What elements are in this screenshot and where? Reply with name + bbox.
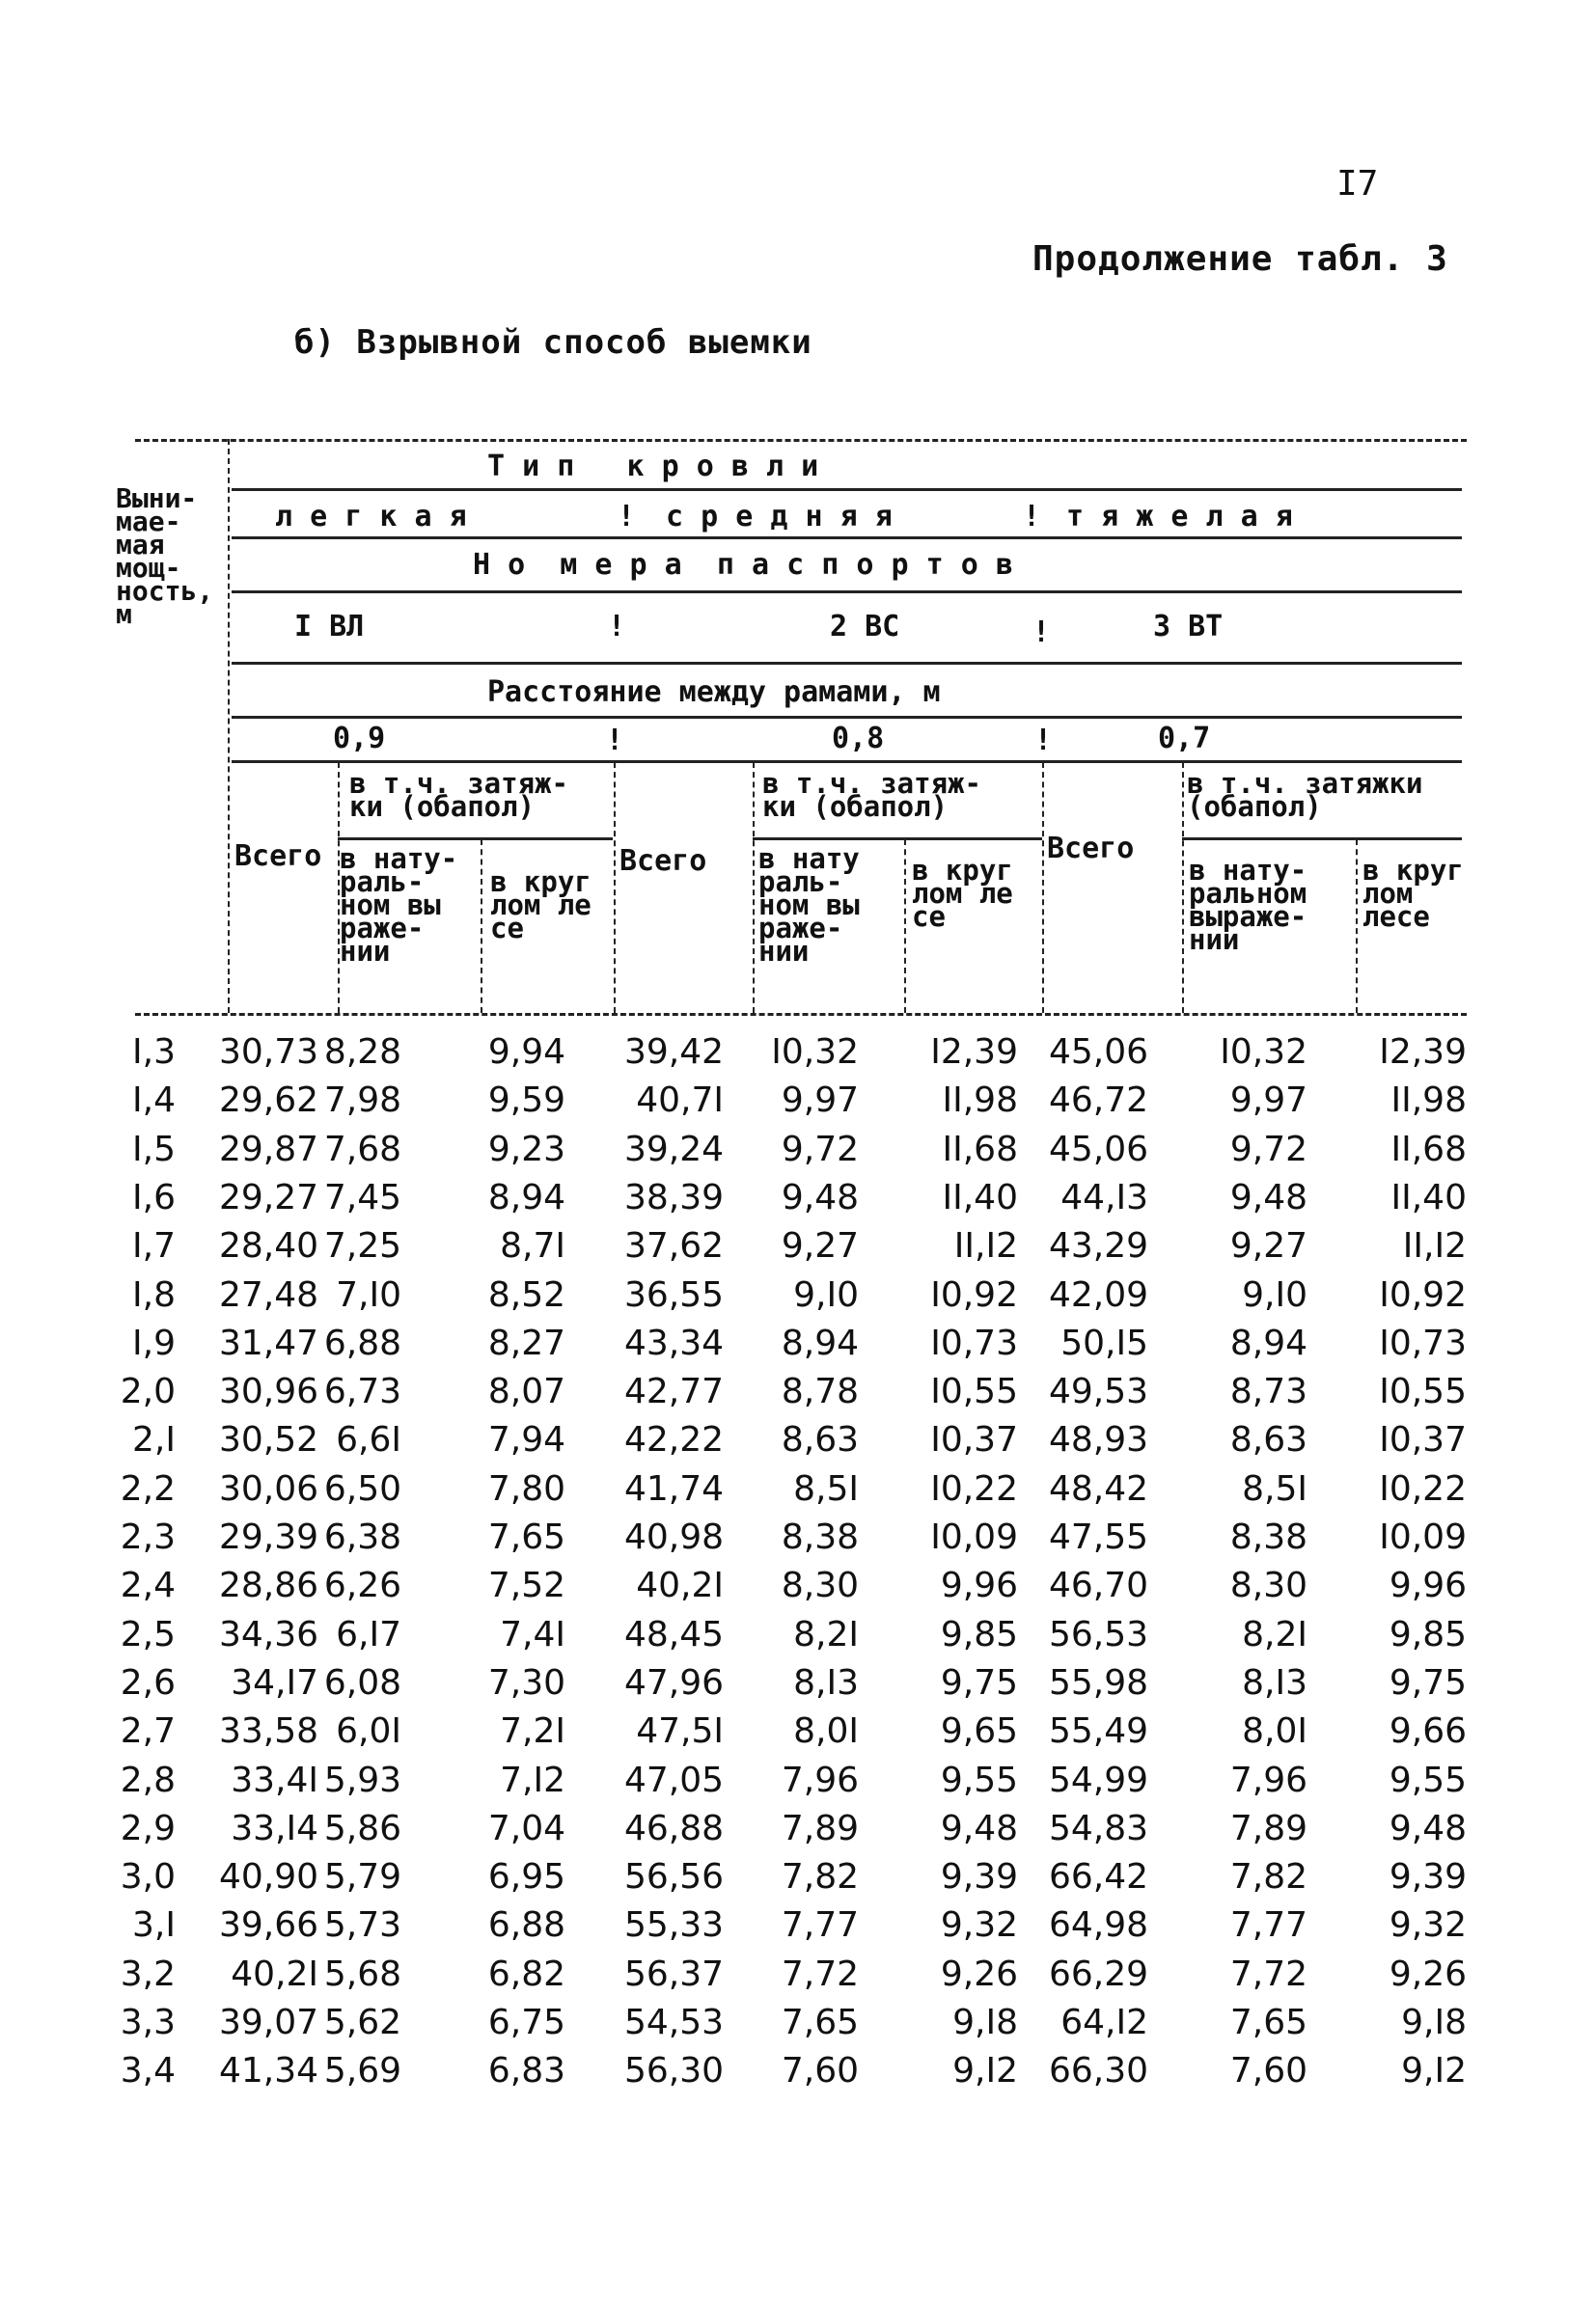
value-cell: 7,04 (487, 1808, 565, 1848)
table-row (0, 1469, 1596, 1517)
row-thickness-cell: 2,7 (120, 1711, 176, 1752)
row-thickness-cell: 2,6 (120, 1662, 176, 1703)
value-cell: 56,53 (1048, 1614, 1148, 1654)
value-cell: 5,68 (323, 1954, 401, 1994)
value-cell: 39,07 (218, 2003, 318, 2042)
value-cell: 9,48 (1229, 1177, 1307, 1217)
value-cell: 9,75 (940, 1662, 1018, 1703)
value-cell: 6,26 (323, 1566, 401, 1606)
value-cell: 54,53 (623, 2003, 724, 2042)
value-cell: 9,48 (940, 1808, 1018, 1848)
value-cell: 46,88 (623, 1808, 724, 1848)
value-cell: 47,96 (623, 1662, 724, 1703)
value-cell: 5,69 (323, 2051, 401, 2092)
value-cell: 7,72 (781, 1954, 859, 1994)
value-cell: 7,82 (781, 1857, 859, 1898)
value-cell: I0,22 (1379, 1468, 1467, 1509)
value-cell: 29,27 (218, 1177, 318, 1217)
value-cell: 8,2I (1242, 1614, 1307, 1654)
value-cell: 30,73 (218, 1032, 318, 1072)
value-cell: 9,32 (940, 1905, 1018, 1946)
value-cell: I0,32 (1220, 1032, 1307, 1072)
value-cell: 49,53 (1048, 1372, 1148, 1412)
value-cell: II,68 (1390, 1129, 1467, 1169)
incl-2-header: в т.ч. затяж- ки (обапол) (762, 767, 981, 823)
value-cell: 42,22 (623, 1420, 724, 1461)
row-thickness-cell: 2,8 (120, 1760, 176, 1800)
value-cell: 48,42 (1048, 1468, 1148, 1509)
value-cell: I0,73 (930, 1323, 1018, 1363)
value-cell: 47,5I (636, 1711, 724, 1752)
value-cell: II,98 (1390, 1080, 1467, 1121)
vrule-total-3 (1182, 762, 1184, 1013)
natural-3-header: в нату- ральном выраже- нии (1189, 854, 1307, 956)
table-row (0, 1420, 1596, 1468)
value-cell: 42,09 (1048, 1274, 1148, 1315)
value-cell: 64,I2 (1060, 2003, 1148, 2042)
value-cell: 7,52 (487, 1566, 565, 1606)
value-cell: 8,78 (781, 1372, 859, 1412)
value-cell: 9,72 (781, 1129, 859, 1169)
table-row (0, 1080, 1596, 1129)
separator: ! (1034, 724, 1053, 757)
value-cell: 43,29 (1048, 1226, 1148, 1267)
table-row (0, 1178, 1596, 1226)
row-thickness-cell: 2,5 (120, 1614, 176, 1654)
value-cell: 50,I5 (1060, 1323, 1148, 1363)
value-cell: II,I2 (953, 1226, 1018, 1267)
value-cell: 9,27 (781, 1226, 859, 1267)
value-cell: 7,25 (323, 1226, 401, 1267)
row-thickness-cell: 3,4 (120, 2051, 176, 2092)
value-cell: 7,96 (781, 1760, 859, 1800)
value-cell: 7,68 (323, 1129, 401, 1169)
value-cell: 9,I2 (952, 2051, 1018, 2092)
row-label-header: Выни- мае- мая мощ- ность, м (116, 482, 214, 630)
value-cell: 8,30 (781, 1566, 859, 1606)
rule-incl-2 (753, 837, 1042, 840)
value-cell: 39,24 (623, 1129, 724, 1169)
table-row (0, 1663, 1596, 1711)
rule-incl-1 (338, 837, 613, 840)
table-row (0, 1517, 1596, 1566)
table-row (0, 1324, 1596, 1372)
value-cell: 28,86 (218, 1566, 318, 1606)
value-cell: 29,39 (218, 1517, 318, 1557)
value-cell: 9,I2 (1401, 2051, 1467, 2092)
value-cell: 7,45 (323, 1177, 401, 1217)
rule-distances (232, 760, 1462, 763)
table-row (0, 1032, 1596, 1080)
value-cell: 5,62 (323, 2003, 401, 2042)
round-3-header: в круг лом лесе (1362, 854, 1464, 933)
table-row (0, 1857, 1596, 1905)
value-cell: 46,72 (1048, 1080, 1148, 1121)
table-row (0, 1566, 1596, 1614)
value-cell: 9,39 (940, 1857, 1018, 1898)
value-cell: 8,30 (1229, 1566, 1307, 1606)
vrule-block-2 (1042, 762, 1044, 1013)
value-cell: II,40 (942, 1177, 1018, 1217)
table-row (0, 1275, 1596, 1324)
value-cell: 9,85 (940, 1614, 1018, 1654)
value-cell: 9,72 (1229, 1129, 1307, 1169)
value-cell: 9,96 (940, 1566, 1018, 1606)
value-cell: 9,23 (487, 1129, 565, 1169)
natural-2-header: в нату раль- ном вы раже- нии (758, 842, 860, 968)
value-cell: 41,34 (218, 2051, 318, 2092)
frame-distance-heading: Расстояние между рамами, м (487, 675, 941, 709)
value-cell: 55,49 (1048, 1711, 1148, 1752)
vrule-row-label (228, 439, 230, 1013)
value-cell: 7,77 (781, 1905, 859, 1946)
table-row (0, 1809, 1596, 1857)
header-bottom-rule (135, 1013, 1467, 1016)
natural-1-header: в нату- раль- ном вы раже- нии (340, 842, 458, 968)
value-cell: 7,80 (487, 1468, 565, 1509)
value-cell: 55,33 (623, 1905, 724, 1946)
value-cell: 7,98 (323, 1080, 401, 1121)
value-cell: I2,39 (1379, 1032, 1467, 1072)
value-cell: 40,90 (218, 1857, 318, 1898)
value-cell: 6,08 (323, 1662, 401, 1703)
total-3-header: Всего (1047, 832, 1135, 865)
separator: ! (606, 724, 624, 757)
value-cell: 9,65 (940, 1711, 1018, 1752)
separator: ! (618, 500, 636, 533)
value-cell: II,68 (942, 1129, 1018, 1169)
table-continuation-label: Продолжение табл. 3 (1032, 239, 1448, 279)
value-cell: 31,47 (218, 1323, 318, 1363)
value-cell: 6,75 (487, 2003, 565, 2042)
value-cell: 9,I0 (1242, 1274, 1307, 1315)
value-cell: 43,34 (623, 1323, 724, 1363)
value-cell: 38,39 (623, 1177, 724, 1217)
value-cell: 8,73 (1229, 1372, 1307, 1412)
value-cell: I0,55 (930, 1372, 1018, 1412)
value-cell: 8,0I (1242, 1711, 1307, 1752)
value-cell: 7,77 (1229, 1905, 1307, 1946)
value-cell: 66,29 (1048, 1954, 1148, 1994)
value-cell: 9,66 (1389, 1711, 1467, 1752)
row-thickness-cell: 2,I (132, 1420, 176, 1461)
value-cell: 8,38 (781, 1517, 859, 1557)
value-cell: 29,87 (218, 1129, 318, 1169)
vrule-sub-2 (904, 839, 906, 1013)
table-row (0, 1226, 1596, 1274)
table-row (0, 1711, 1596, 1760)
value-cell: 9,39 (1389, 1857, 1467, 1898)
row-thickness-cell: I,8 (132, 1274, 176, 1315)
value-cell: 9,97 (781, 1080, 859, 1121)
rule-roof-type (232, 488, 1462, 491)
value-cell: 7,4I (500, 1614, 565, 1654)
value-cell: 30,52 (218, 1420, 318, 1461)
value-cell: 6,73 (323, 1372, 401, 1412)
value-cell: 8,52 (487, 1274, 565, 1315)
table-row (0, 1761, 1596, 1809)
value-cell: 8,I3 (793, 1662, 859, 1703)
value-cell: 6,88 (323, 1323, 401, 1363)
value-cell: 7,72 (1229, 1954, 1307, 1994)
value-cell: I0,55 (1379, 1372, 1467, 1412)
total-1-header: Всего (234, 839, 322, 873)
value-cell: 40,2I (231, 1954, 318, 1994)
value-cell: 7,I2 (500, 1760, 565, 1800)
value-cell: 42,77 (623, 1372, 724, 1412)
value-cell: 56,56 (623, 1857, 724, 1898)
value-cell: 40,2I (636, 1566, 724, 1606)
value-cell: 6,83 (487, 2051, 565, 2092)
value-cell: 8,5I (1242, 1468, 1307, 1509)
value-cell: 29,62 (218, 1080, 318, 1121)
passport-2: 2 ВС (830, 610, 900, 643)
value-cell: 8,7I (500, 1226, 565, 1267)
value-cell: 33,58 (218, 1711, 318, 1752)
header-top-rule (135, 439, 1467, 442)
vrule-block-1 (614, 762, 616, 1013)
row-thickness-cell: 3,I (132, 1905, 176, 1946)
value-cell: II,I2 (1402, 1226, 1467, 1267)
value-cell: 7,65 (1229, 2003, 1307, 2042)
round-1-header: в круг лом ле се (490, 865, 592, 944)
roof-light-label: л е г к а я (275, 500, 467, 533)
row-thickness-cell: I,3 (132, 1032, 176, 1072)
vrule-sub-3 (1356, 839, 1358, 1013)
value-cell: 5,73 (323, 1905, 401, 1946)
value-cell: 6,0I (336, 1711, 401, 1752)
value-cell: 28,40 (218, 1226, 318, 1267)
value-cell: 7,89 (1229, 1808, 1307, 1848)
distance-2: 0,8 (832, 722, 885, 755)
value-cell: 9,55 (1389, 1760, 1467, 1800)
row-thickness-cell: 2,2 (120, 1468, 176, 1509)
value-cell: 34,36 (218, 1614, 318, 1654)
value-cell: 56,30 (623, 2051, 724, 2092)
row-thickness-cell: 2,3 (120, 1517, 176, 1557)
value-cell: I0,92 (930, 1274, 1018, 1315)
value-cell: II,98 (942, 1080, 1018, 1121)
value-cell: 9,26 (940, 1954, 1018, 1994)
value-cell: 6,38 (323, 1517, 401, 1557)
value-cell: I0,37 (930, 1420, 1018, 1461)
round-2-header: в круг лом ле се (912, 854, 1013, 933)
value-cell: I0,37 (1379, 1420, 1467, 1461)
page-number: I7 (1336, 164, 1379, 204)
value-cell: 6,6I (336, 1420, 401, 1461)
value-cell: 7,82 (1229, 1857, 1307, 1898)
value-cell: 9,27 (1229, 1226, 1307, 1267)
value-cell: 9,97 (1229, 1080, 1307, 1121)
value-cell: 8,0I (793, 1711, 859, 1752)
value-cell: 30,96 (218, 1372, 318, 1412)
row-thickness-cell: I,5 (132, 1129, 176, 1169)
passport-1: I ВЛ (294, 610, 365, 643)
value-cell: 8,28 (323, 1032, 401, 1072)
rule-passports (232, 590, 1462, 593)
value-cell: 33,4I (231, 1760, 318, 1800)
value-cell: 8,I3 (1242, 1662, 1307, 1703)
value-cell: 6,88 (487, 1905, 565, 1946)
rule-roof-kinds (232, 536, 1462, 539)
value-cell: 9,32 (1389, 1905, 1467, 1946)
value-cell: 9,48 (1389, 1808, 1467, 1848)
value-cell: 8,38 (1229, 1517, 1307, 1557)
value-cell: I0,32 (771, 1032, 859, 1072)
row-thickness-cell: 2,9 (120, 1808, 176, 1848)
value-cell: 5,79 (323, 1857, 401, 1898)
value-cell: 9,75 (1389, 1662, 1467, 1703)
total-2-header: Всего (619, 844, 707, 878)
value-cell: 9,96 (1389, 1566, 1467, 1606)
row-thickness-cell: 3,3 (120, 2003, 176, 2042)
value-cell: 54,99 (1048, 1760, 1148, 1800)
value-cell: 55,98 (1048, 1662, 1148, 1703)
value-cell: I0,73 (1379, 1323, 1467, 1363)
value-cell: 5,86 (323, 1808, 401, 1848)
table-row (0, 1372, 1596, 1420)
value-cell: 9,94 (487, 1032, 565, 1072)
value-cell: 54,83 (1048, 1808, 1148, 1848)
value-cell: 7,94 (487, 1420, 565, 1461)
value-cell: 8,63 (781, 1420, 859, 1461)
value-cell: 9,I8 (952, 2003, 1018, 2042)
value-cell: 6,50 (323, 1468, 401, 1509)
value-cell: 47,55 (1048, 1517, 1148, 1557)
value-cell: 47,05 (623, 1760, 724, 1800)
value-cell: 48,45 (623, 1614, 724, 1654)
value-cell: 6,95 (487, 1857, 565, 1898)
value-cell: 7,I0 (336, 1274, 401, 1315)
roof-heavy-label: т я ж е л а я (1066, 500, 1293, 533)
rule-frame-distance (232, 716, 1462, 719)
row-thickness-cell: I,4 (132, 1080, 176, 1121)
row-thickness-cell: I,7 (132, 1226, 176, 1267)
value-cell: 40,98 (623, 1517, 724, 1557)
table-row (0, 2003, 1596, 2051)
rule-passport-ids (232, 662, 1462, 665)
value-cell: 39,42 (623, 1032, 724, 1072)
distance-1: 0,9 (333, 722, 386, 755)
value-cell: 9,59 (487, 1080, 565, 1121)
value-cell: 8,5I (793, 1468, 859, 1509)
value-cell: 33,I4 (231, 1808, 318, 1848)
value-cell: I0,09 (930, 1517, 1018, 1557)
value-cell: II,40 (1390, 1177, 1467, 1217)
value-cell: I2,39 (930, 1032, 1018, 1072)
value-cell: 9,I8 (1401, 2003, 1467, 2042)
value-cell: 39,66 (218, 1905, 318, 1946)
value-cell: 27,48 (218, 1274, 318, 1315)
value-cell: 7,60 (781, 2051, 859, 2092)
value-cell: 7,65 (487, 1517, 565, 1557)
value-cell: 8,94 (781, 1323, 859, 1363)
value-cell: 30,06 (218, 1468, 318, 1509)
table-row (0, 1615, 1596, 1663)
value-cell: 8,94 (487, 1177, 565, 1217)
value-cell: 8,27 (487, 1323, 565, 1363)
value-cell: 8,94 (1229, 1323, 1307, 1363)
value-cell: 7,2I (500, 1711, 565, 1752)
table-row (0, 1905, 1596, 1954)
value-cell: 66,42 (1048, 1857, 1148, 1898)
row-thickness-cell: 2,0 (120, 1372, 176, 1412)
value-cell: 9,48 (781, 1177, 859, 1217)
value-cell: I0,09 (1379, 1517, 1467, 1557)
value-cell: 36,55 (623, 1274, 724, 1315)
value-cell: 6,82 (487, 1954, 565, 1994)
table-row (0, 2051, 1596, 2099)
value-cell: I0,22 (930, 1468, 1018, 1509)
value-cell: 9,26 (1389, 1954, 1467, 1994)
passport-numbers-heading: Н о м е р а п а с п о р т о в (473, 548, 1013, 582)
value-cell: 56,37 (623, 1954, 724, 1994)
value-cell: 48,93 (1048, 1420, 1148, 1461)
value-cell: 37,62 (623, 1226, 724, 1267)
roof-medium-label: с р е д н я я (666, 500, 893, 533)
distance-3: 0,7 (1158, 722, 1211, 755)
row-thickness-cell: I,6 (132, 1177, 176, 1217)
table-row (0, 1955, 1596, 2003)
row-thickness-cell: 3,0 (120, 1857, 176, 1898)
value-cell: 5,93 (323, 1760, 401, 1800)
value-cell: 9,85 (1389, 1614, 1467, 1654)
value-cell: 41,74 (623, 1468, 724, 1509)
separator: ! (1023, 500, 1041, 533)
value-cell: 66,30 (1048, 2051, 1148, 2092)
separator: ! (1032, 615, 1051, 649)
row-thickness-cell: 3,2 (120, 1954, 176, 1994)
row-thickness-cell: I,9 (132, 1323, 176, 1363)
value-cell: 44,I3 (1060, 1177, 1148, 1217)
section-subtitle: б) Взрывной способ выемки (294, 323, 812, 362)
value-cell: I0,92 (1379, 1274, 1467, 1315)
value-cell: 40,7I (636, 1080, 724, 1121)
value-cell: 7,65 (781, 2003, 859, 2042)
vrule-total-2 (753, 762, 755, 1013)
vrule-sub-1 (481, 839, 482, 1013)
value-cell: 9,I0 (793, 1274, 859, 1315)
value-cell: 7,96 (1229, 1760, 1307, 1800)
value-cell: 34,I7 (231, 1662, 318, 1703)
roof-type-heading: Т и п к р о в л и (487, 450, 819, 483)
separator: ! (608, 610, 626, 643)
value-cell: 64,98 (1048, 1905, 1148, 1946)
table-row (0, 1130, 1596, 1178)
value-cell: 7,89 (781, 1808, 859, 1848)
value-cell: 9,55 (940, 1760, 1018, 1800)
value-cell: 45,06 (1048, 1032, 1148, 1072)
value-cell: 8,07 (487, 1372, 565, 1412)
value-cell: 7,30 (487, 1662, 565, 1703)
value-cell: 45,06 (1048, 1129, 1148, 1169)
value-cell: 7,60 (1229, 2051, 1307, 2092)
rule-incl-3 (1182, 837, 1462, 840)
incl-3-header: в т.ч. затяжки (обапол) (1187, 767, 1423, 823)
value-cell: 46,70 (1048, 1566, 1148, 1606)
value-cell: 6,I7 (336, 1614, 401, 1654)
value-cell: 8,63 (1229, 1420, 1307, 1461)
passport-3: 3 ВТ (1153, 610, 1224, 643)
row-thickness-cell: 2,4 (120, 1566, 176, 1606)
value-cell: 8,2I (793, 1614, 859, 1654)
incl-1-header: в т.ч. затяж- ки (обапол) (349, 767, 568, 823)
